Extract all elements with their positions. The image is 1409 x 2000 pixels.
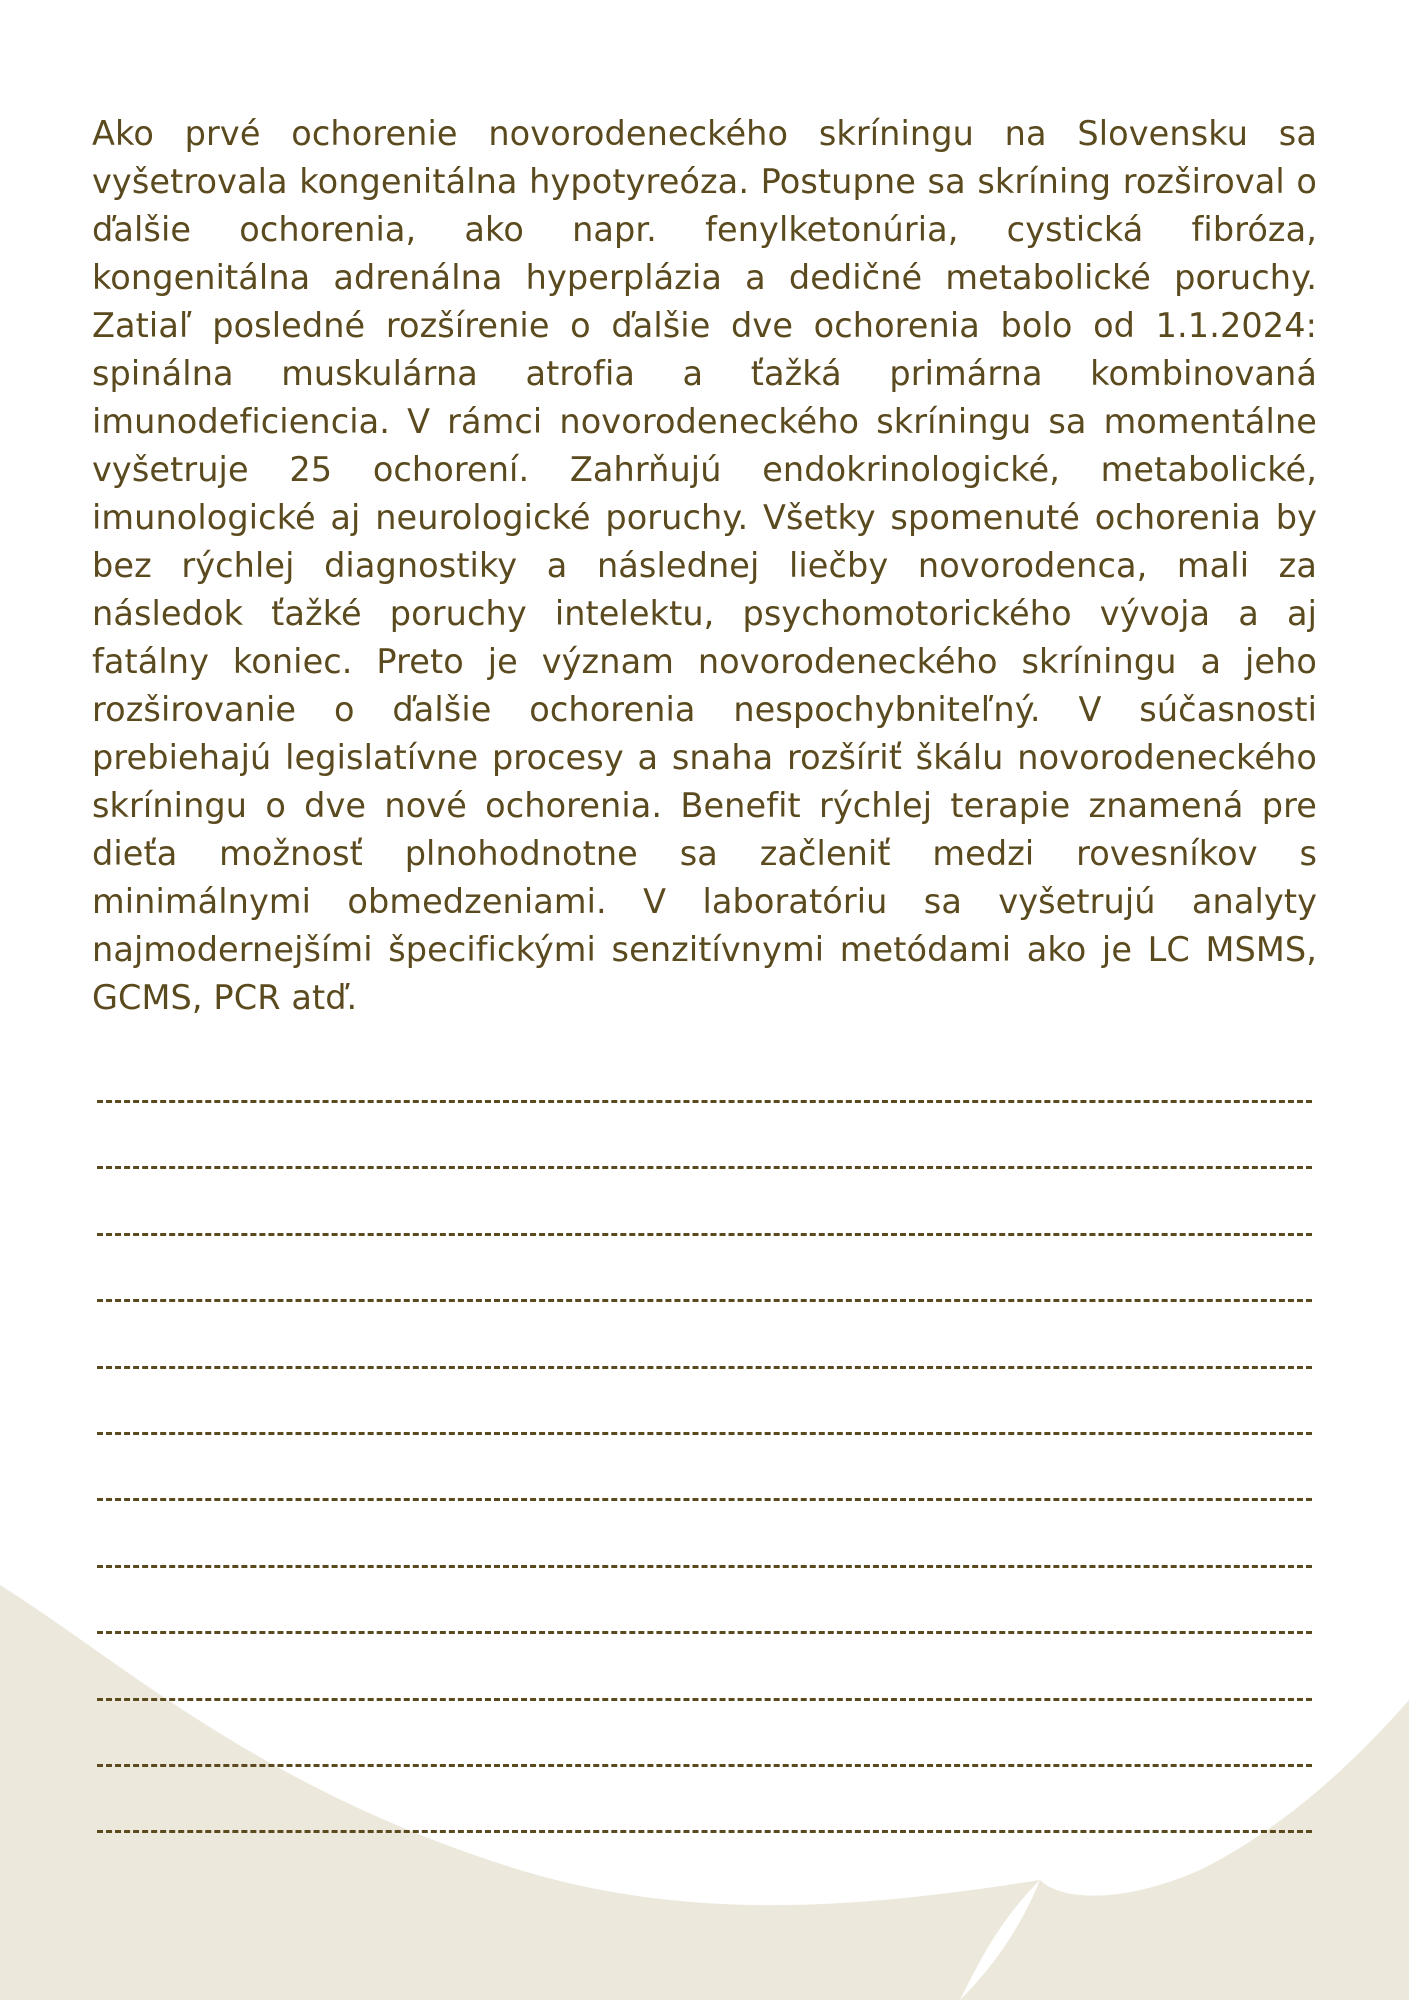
writing-line <box>97 1432 1312 1435</box>
writing-line <box>97 1299 1312 1302</box>
writing-line <box>97 1698 1312 1701</box>
writing-line <box>97 1631 1312 1634</box>
writing-lines <box>97 1100 1312 1897</box>
writing-line <box>97 1233 1312 1236</box>
writing-line <box>97 1498 1312 1501</box>
writing-line <box>97 1100 1312 1103</box>
writing-line <box>97 1830 1312 1833</box>
writing-line <box>97 1764 1312 1767</box>
writing-line <box>97 1565 1312 1568</box>
writing-line <box>97 1166 1312 1169</box>
text-block <box>92 110 1317 1022</box>
body-paragraph: Ako prvé ochorenie novorodeneckého skríningu na Slovensku sa vyšetrovala kongenitálna hypotyreóza. Postupne sa skríning rozširoval o ďalšie ochorenia, ako napr. fenylketonúria, cystická fibróza, kongenitálna adrenálna hyperplázia a dedičné metabolické poruchy. Zatiaľ posledné rozšírenie o ďalšie dve ochorenia bolo od 1.1.2024: spinálna muskulárna atrofia a ťažká primárna kombinovaná imunodeficiencia. V rámci novorodeneckého skríningu sa momentálne vyšetruje 25 ochorení. Zahrňujú endokrinologické, metabolické, imunologické aj neurologické poruchy. Všetky spomenuté ochorenia by bez rýchlej diagnostiky a následnej liečby novorodenca, mali za následok ťažké poruchy intelektu, psychomotorického vývoja a aj fatálny koniec. Preto je význam novorodeneckého skríningu a jeho rozširovanie o ďalšie ochorenia nespochybniteľný. V súčasnosti prebiehajú legislatívne procesy a snaha rozšíriť škálu novorodeneckého skríningu o dve nové ochorenia. Benefit rýchlej terapie znamená pre dieťa možnosť plnohodnotne sa začleniť medzi rovesníkov s minimálnymi obmedzeniami. V laboratóriu sa vyšetrujú analyty najmodernejšími špecifickými senzitívnymi metódami ako je LC MSMS, GCMS, PCR atď. <box>92 114 1317 1017</box>
writing-line <box>97 1366 1312 1369</box>
